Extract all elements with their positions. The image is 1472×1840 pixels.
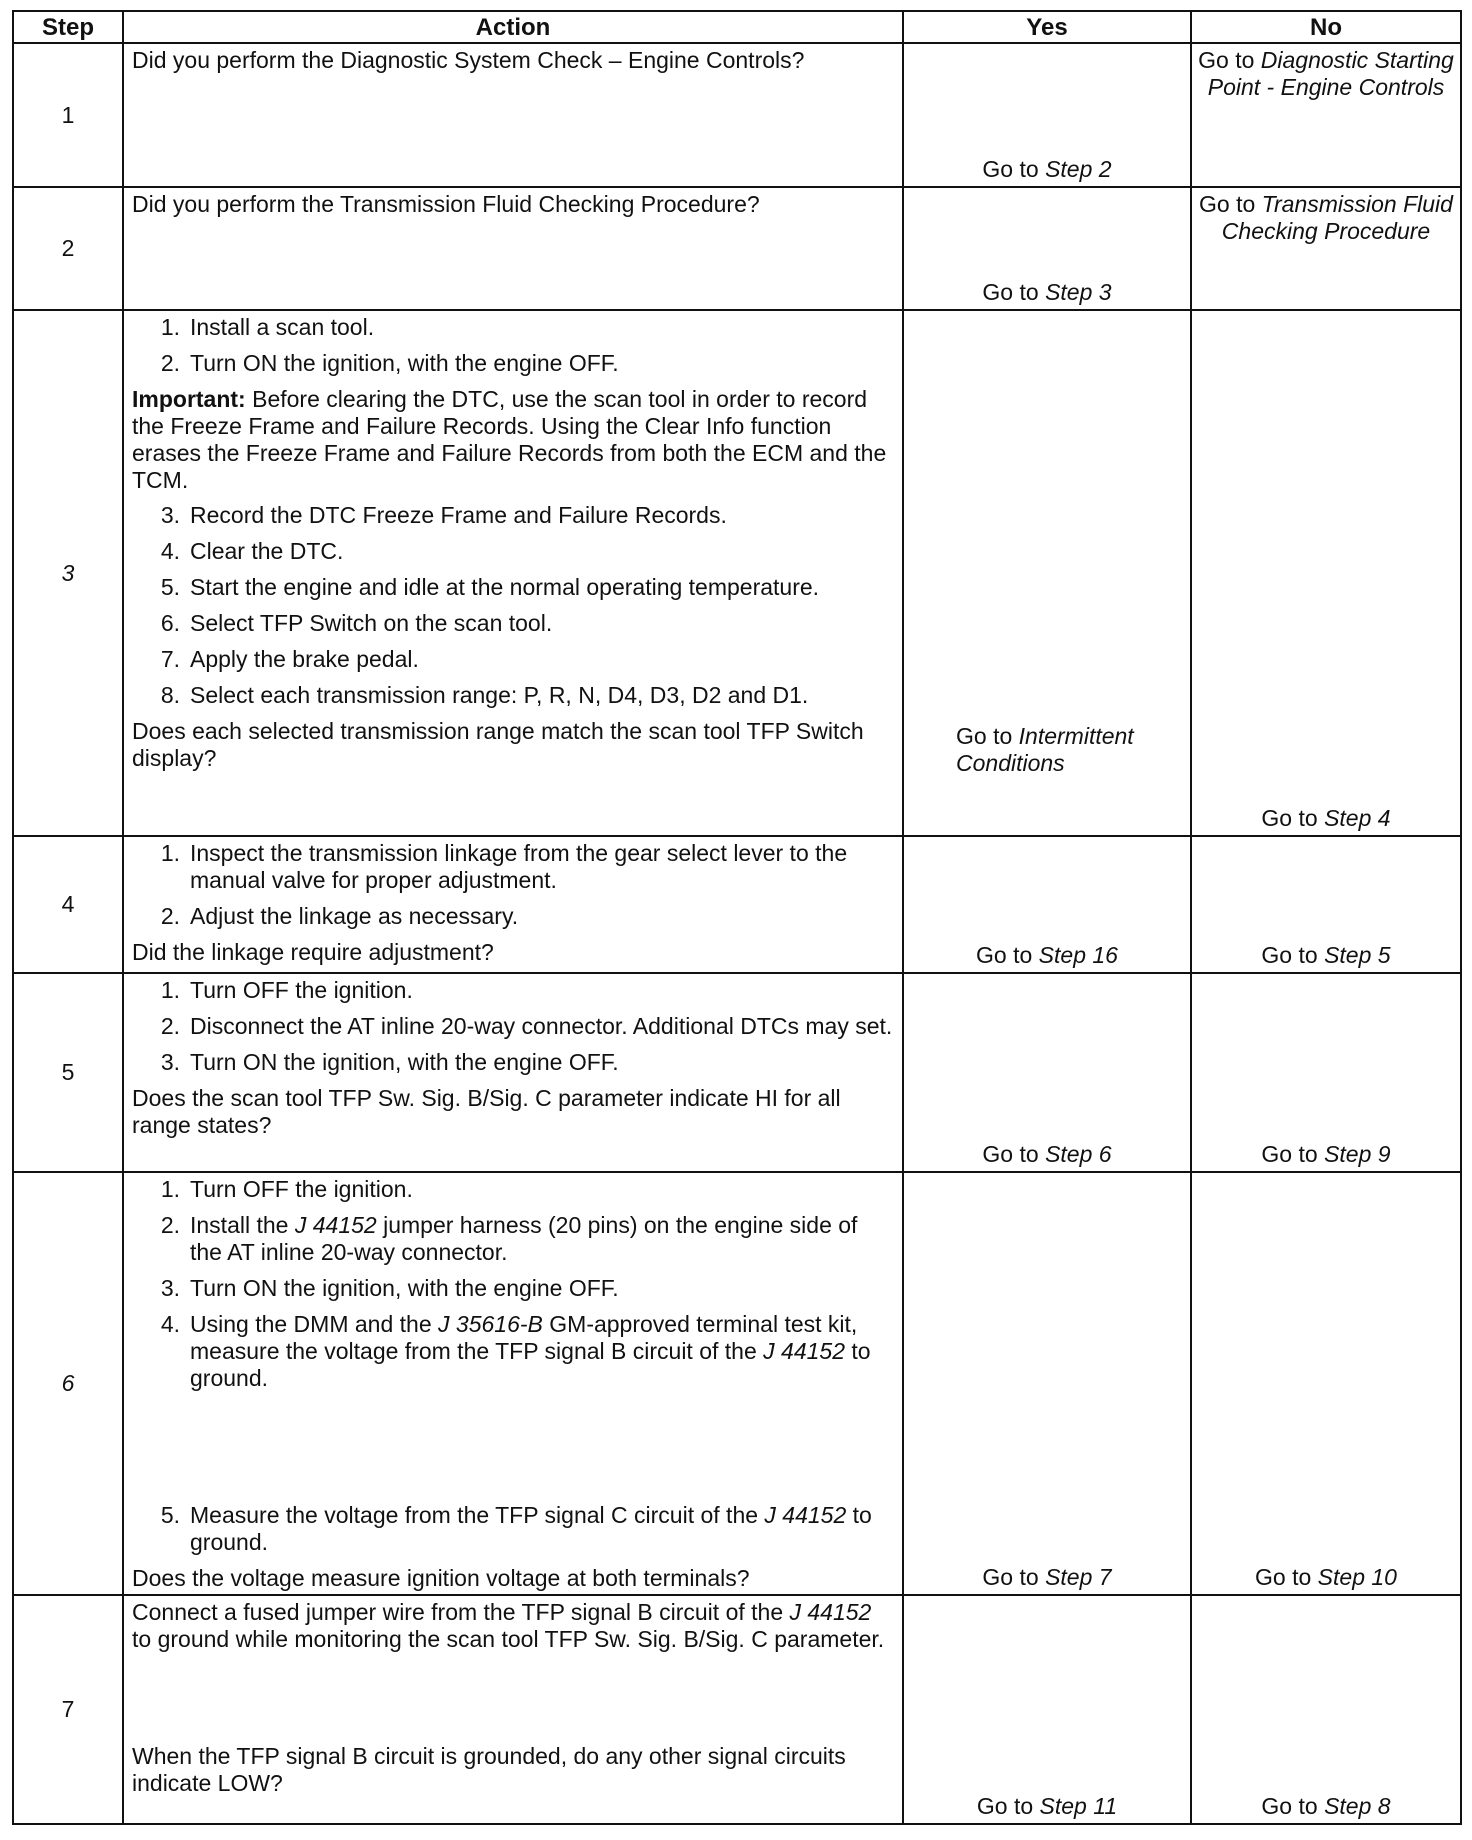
list-item: 4. Clear the DTC. <box>160 538 344 564</box>
action-list <box>132 1176 894 1556</box>
no-link[interactable]: Go to Step 8 <box>1261 1793 1391 1819</box>
header-yes: Yes <box>903 11 1191 43</box>
no-cell <box>1191 1172 1461 1595</box>
no-link[interactable]: Go to Step 9 <box>1261 1141 1391 1167</box>
action-list <box>132 840 894 930</box>
header-no: No <box>1191 11 1461 43</box>
action-list <box>132 977 894 1076</box>
no-link[interactable]: Go to Step 5 <box>1261 942 1391 968</box>
yes-link[interactable]: Go to Step 3 <box>982 279 1112 305</box>
step-number: 3 <box>13 310 123 836</box>
no-cell <box>1191 43 1461 187</box>
no-link[interactable]: Go to Diagnostic Starting Point - Engine Controls <box>1198 47 1454 100</box>
tool-ref: J 44152 <box>789 1599 872 1625</box>
action-question: Does the voltage measure ignition voltage at both terminals? <box>132 1565 750 1591</box>
no-cell <box>1191 310 1461 836</box>
list-item: 1. Turn OFF the ignition. <box>160 1176 413 1202</box>
no-cell <box>1191 836 1461 973</box>
table-row <box>13 1172 1461 1595</box>
yes-link[interactable]: Go to Step 7 <box>982 1564 1112 1590</box>
action-cell <box>123 973 903 1172</box>
yes-link[interactable]: Go to Step 6 <box>982 1141 1112 1167</box>
table-row <box>13 1595 1461 1824</box>
step-number: 2 <box>13 187 123 310</box>
action-question: Does the scan tool TFP Sw. Sig. B/Sig. C parameter indicate HI for all range states? <box>132 1085 841 1138</box>
action-cell <box>123 1595 903 1824</box>
action-list <box>132 314 894 377</box>
table-row <box>13 973 1461 1172</box>
no-link[interactable]: Go to Transmission Fluid Checking Procedure <box>1199 191 1453 244</box>
tool-ref: J 44152 <box>294 1212 377 1238</box>
tool-ref: J 35616-B <box>438 1311 543 1337</box>
header-step: Step <box>13 11 123 43</box>
no-cell <box>1191 973 1461 1172</box>
list-item: 2. Disconnect the AT inline 20-way connector. Additional DTCs may set. <box>160 1013 893 1039</box>
yes-link[interactable]: Go to Step 2 <box>982 156 1112 182</box>
action-text: Connect a fused jumper wire from the TFP signal B circuit of the J 44152 to ground while monitoring the scan tool TFP Sw. Sig. B/Sig. C parameter. <box>132 1599 885 1652</box>
important-note: Important: Before clearing the DTC, use the scan tool in order to record the Freeze Frame and Failure Records. Using the Clear Info function erases the Freeze Frame and Failure Records from both the ECM and the TCM. <box>132 386 887 493</box>
yes-cell <box>903 1595 1191 1824</box>
header-action: Action <box>123 11 903 43</box>
list-item: 3. Record the DTC Freeze Frame and Failure Records. <box>160 502 727 528</box>
table-row <box>13 187 1461 310</box>
action-question: When the TFP signal B circuit is grounded, do any other signal circuits indicate LOW? <box>132 1743 846 1796</box>
yes-link[interactable]: Go to Step 16 <box>976 942 1118 968</box>
no-link[interactable]: Go to Step 4 <box>1261 805 1391 831</box>
yes-cell <box>903 187 1191 310</box>
step-number: 4 <box>13 836 123 973</box>
yes-cell <box>903 973 1191 1172</box>
table-row <box>13 43 1461 187</box>
header-row <box>13 11 1461 43</box>
yes-cell <box>903 310 1191 836</box>
list-item: 6. Select TFP Switch on the scan tool. <box>160 610 553 636</box>
action-question: Did you perform the Transmission Fluid Checking Procedure? <box>132 191 760 217</box>
action-cell <box>123 187 903 310</box>
step-number: 5 <box>13 973 123 1172</box>
no-cell <box>1191 187 1461 310</box>
action-question: Did you perform the Diagnostic System Check – Engine Controls? <box>132 47 805 73</box>
tool-ref: J 44152 <box>764 1502 847 1528</box>
list-item: 2. Adjust the linkage as necessary. <box>160 903 519 929</box>
action-cell <box>123 1172 903 1595</box>
action-cell <box>123 43 903 187</box>
yes-cell <box>903 43 1191 187</box>
list-item: 4. Using the DMM and the J 35616-B GM-approved terminal test kit, measure the voltage from the TFP signal B circuit of the J 44152 to ground. <box>160 1311 871 1391</box>
yes-link[interactable]: Go to Intermittent Conditions <box>956 723 1134 776</box>
step-number: 6 <box>13 1172 123 1595</box>
list-item: 5. Start the engine and idle at the normal operating temperature. <box>160 574 820 600</box>
action-cell <box>123 836 903 973</box>
yes-link[interactable]: Go to Step 11 <box>976 1793 1118 1819</box>
list-item: 2. Install the J 44152 jumper harness (20 pins) on the engine side of the AT inline 20-way connector. <box>160 1212 858 1265</box>
step-number: 1 <box>13 43 123 187</box>
action-list <box>132 502 894 709</box>
list-item: 7. Apply the brake pedal. <box>160 646 419 672</box>
action-cell <box>123 310 903 836</box>
list-item: 3. Turn ON the ignition, with the engine OFF. <box>160 1275 619 1301</box>
no-cell <box>1191 1595 1461 1824</box>
no-link[interactable]: Go to Step 10 <box>1255 1564 1397 1590</box>
diagnostic-table <box>12 10 1462 1825</box>
list-item: 2. Turn ON the ignition, with the engine OFF. <box>160 350 619 376</box>
list-item: 8. Select each transmission range: P, R, N, D4, D3, D2 and D1. <box>160 682 809 708</box>
action-question: Does each selected transmission range match the scan tool TFP Switch display? <box>132 718 864 771</box>
step-number: 7 <box>13 1595 123 1824</box>
table-row <box>13 836 1461 973</box>
list-item: 1. Install a scan tool. <box>160 314 375 340</box>
yes-cell <box>903 836 1191 973</box>
list-item: 3. Turn ON the ignition, with the engine OFF. <box>160 1049 619 1075</box>
list-item: 5. Measure the voltage from the TFP signal C circuit of the J 44152 to ground. <box>160 1502 872 1555</box>
list-item: 1. Inspect the transmission linkage from the gear select lever to the manual valve for proper adjustment. <box>160 840 848 893</box>
action-question: Did the linkage require adjustment? <box>132 939 494 965</box>
table-row <box>13 310 1461 836</box>
yes-cell <box>903 1172 1191 1595</box>
list-item: 1. Turn OFF the ignition. <box>160 977 413 1003</box>
tool-ref: J 44152 <box>763 1338 846 1364</box>
